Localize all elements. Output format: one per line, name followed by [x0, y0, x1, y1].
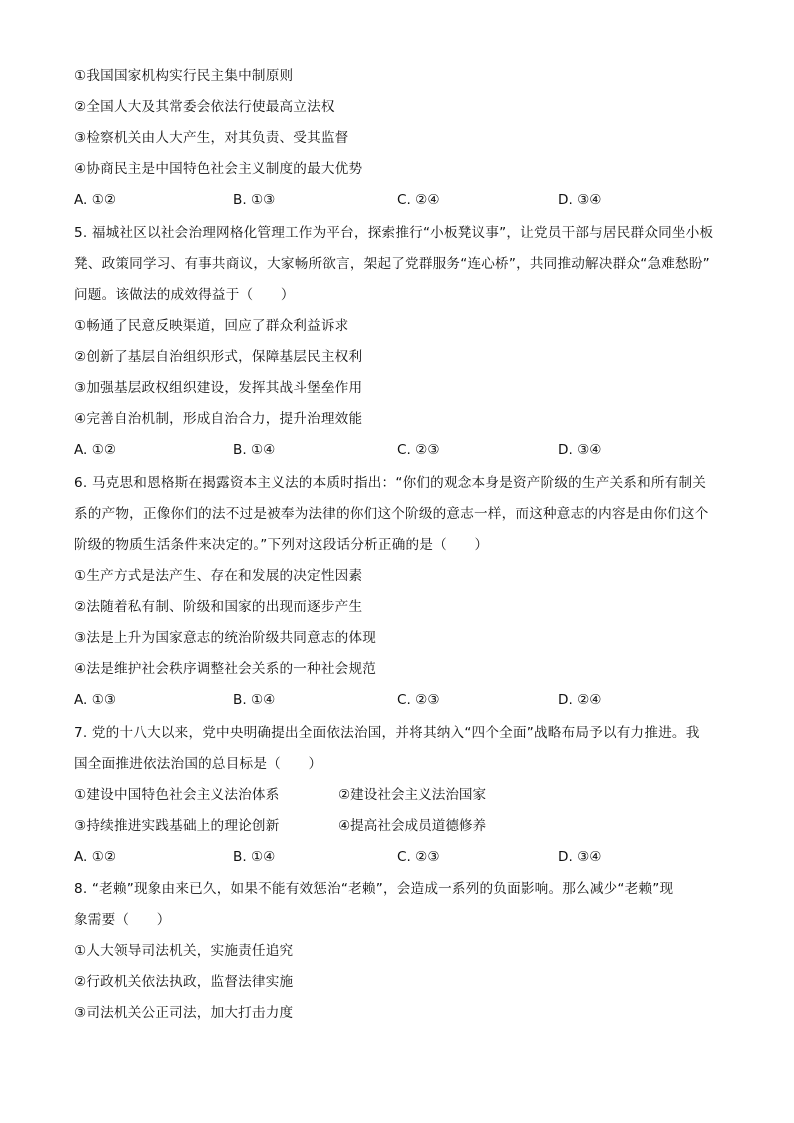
q4-option-b: B. ①③: [233, 192, 276, 208]
q6-option-d: D. ②④: [558, 692, 602, 708]
q5-option-d: D. ③④: [558, 442, 602, 458]
q5-option-a: A. ①②: [74, 442, 117, 458]
q4-item-1: ①我国国家机构实行民主集中制原则: [74, 68, 294, 84]
q8-item-3: ③司法机关公正司法，加大打击力度: [74, 1005, 294, 1021]
q5-stem-line-3: 问题。该做法的成效得益于（ ）: [74, 287, 295, 303]
q7-stem-line-1: 7. 党的十八大以来，党中央明确提出全面依法治国，并将其纳入“四个全面”战略布局予以有力推进。我: [74, 725, 700, 741]
q4-option-d: D. ③④: [558, 192, 602, 208]
q4-item-3: ③检察机关由人大产生，对其负责、受其监督: [74, 130, 349, 146]
q7-option-b: B. ①④: [233, 849, 276, 865]
q5-item-1: ①畅通了民意反映渠道，回应了群众利益诉求: [74, 318, 349, 334]
q5-stem-line-2: 凳、政策同学习、有事共商议，大家畅所欲言，架起了党群服务“连心桥”，共同推动解决群众“急难愁盼”: [74, 256, 710, 272]
q8-stem-line-2: 象需要（ ）: [74, 912, 171, 928]
q5-item-2: ②创新了基层自治组织形式，保障基层民主权利: [74, 349, 363, 365]
q5-option-c: C. ②③: [397, 442, 440, 458]
q6-item-1: ①生产方式是法产生、存在和发展的决定性因素: [74, 568, 363, 584]
q7-item-4: ④提高社会成员道德修养: [338, 818, 487, 834]
q6-option-c: C. ②③: [397, 692, 440, 708]
q7-item-2: ②建设社会主义法治国家: [338, 787, 487, 803]
q7-option-c: C. ②③: [397, 849, 440, 865]
q6-item-4: ④法是维护社会秩序调整社会关系的一种社会规范: [74, 661, 377, 677]
q7-option-d: D. ③④: [558, 849, 602, 865]
q4-item-4: ④协商民主是中国特色社会主义制度的最大优势: [74, 161, 363, 177]
q7-item-3: ③持续推进实践基础上的理论创新: [74, 818, 280, 834]
q5-option-b: B. ①④: [233, 442, 276, 458]
q6-stem-line-2: 系的产物，正像你们的法不过是被奉为法律的你们这个阶级的意志一样，而这种意志的内容是由你们这个: [74, 506, 709, 522]
q6-item-2: ②法随着私有制、阶级和国家的出现而逐步产生: [74, 599, 363, 615]
q8-item-1: ①人大领导司法机关，实施责任追究: [74, 943, 294, 959]
q7-stem-line-2: 国全面推进依法治国的总目标是（ ）: [74, 756, 323, 772]
q7-item-1: ①建设中国特色社会主义法治体系: [74, 787, 280, 803]
q4-item-2: ②全国人大及其常委会依法行使最高立法权: [74, 99, 335, 115]
q6-option-a: A. ①③: [74, 692, 117, 708]
q7-option-a: A. ①②: [74, 849, 117, 865]
q6-item-3: ③法是上升为国家意志的统治阶级共同意志的体现: [74, 630, 377, 646]
q6-option-b: B. ①④: [233, 692, 276, 708]
q8-stem-line-1: 8. “老赖”现象由来已久，如果不能有效惩治“老赖”，会造成一系列的负面影响。那么减少“老赖”现: [74, 881, 674, 897]
q5-stem-line-1: 5. 福城社区以社会治理网格化管理工作为平台，探索推行“小板凳议事”，让党员干部与居民群众同坐小板: [74, 225, 714, 241]
q5-item-4: ④完善自治机制，形成自治合力，提升治理效能: [74, 411, 363, 427]
q6-stem-line-3: 阶级的物质生活条件来决定的。”下列对这段话分析正确的是（ ）: [74, 537, 489, 553]
q5-item-3: ③加强基层政权组织建设，发挥其战斗堡垒作用: [74, 380, 363, 396]
q8-item-2: ②行政机关依法执政，监督法律实施: [74, 974, 294, 990]
q6-stem-line-1: 6. 马克思和恩格斯在揭露资本主义法的本质时指出：“你们的观念本身是资产阶级的生产关系和所有制关: [74, 475, 707, 491]
q4-option-c: C. ②④: [397, 192, 440, 208]
q4-option-a: A. ①②: [74, 192, 117, 208]
